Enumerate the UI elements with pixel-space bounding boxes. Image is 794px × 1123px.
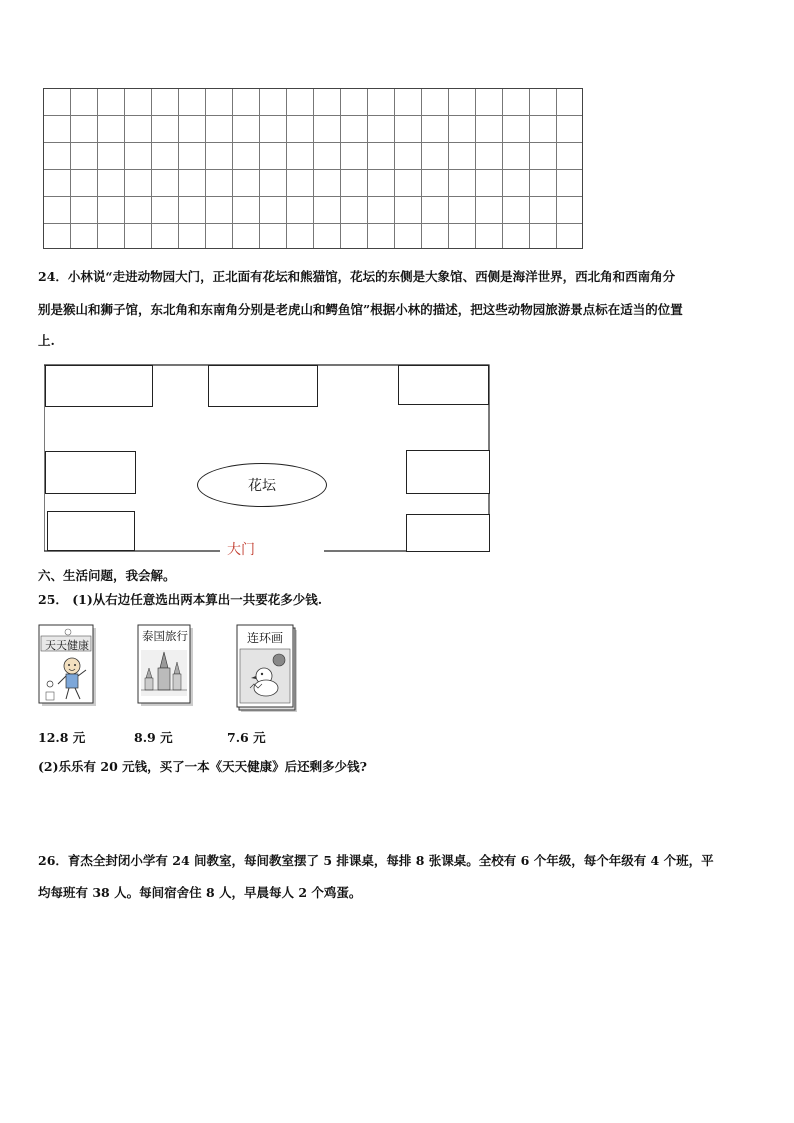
book-title-3: 连环画 [246,631,283,645]
answer-grid [43,88,583,249]
map-box-southeast[interactable] [406,514,490,552]
map-box-southwest[interactable] [47,511,135,551]
q25-part-1: 25． (1)从右边任意选出两本算出一共要花多少钱. [38,592,323,607]
q25-part-2: (2)乐乐有 20 元钱，买了一本《天天健康》后还剩多少钱? [38,759,367,774]
book-price-1: 12.8 元 [38,730,86,745]
q26-line-1: 26．育杰全封闭小学有 24 间教室，每间教室摆了 5 排课桌，每排 8 张课桌。全校有 6 个年级，每个年级有 4 个班，平 [38,853,714,868]
section-6-heading: 六、生活问题，我会解。 [38,568,176,583]
book-title-2: 泰国旅行 [142,631,188,643]
book-title-1: 天天健康 [45,640,89,652]
map-box-northwest[interactable] [45,365,153,407]
book-price-2: 8.9 元 [134,730,173,745]
book-price-3: 7.6 元 [227,730,266,745]
map-box-east[interactable] [406,450,490,494]
book-lianhuanhua[interactable] [236,624,298,714]
gate-label: 大门 [227,541,255,557]
map-box-west[interactable] [45,451,136,494]
flower-bed-label: 花坛 [248,477,276,493]
q24-line-2: 别是猴山和狮子馆，东北角和东南角分别是老虎山和鳄鱼馆”根据小林的描述，把这些动物园旅游景点标在适当的位置 [38,302,683,317]
flower-bed-oval [197,463,327,507]
temple-icon [141,650,187,696]
q24-line-3: 上. [38,333,55,348]
q24-line-1: 24．小林说“走进动物园大门，正北面有花坛和熊猫馆，花坛的东侧是大象馆、西侧是海洋世界，西北角和西南角分 [38,269,676,284]
book-taiguo-lvxing[interactable] [137,624,195,708]
map-box-northeast[interactable] [398,365,489,405]
book-tiantian-jiankang[interactable] [38,624,98,708]
zoo-map [44,364,490,557]
map-box-north[interactable] [208,365,318,407]
q26-line-2: 均每班有 38 人。每间宿舍住 8 人，早晨每人 2 个鸡蛋。 [38,885,362,900]
